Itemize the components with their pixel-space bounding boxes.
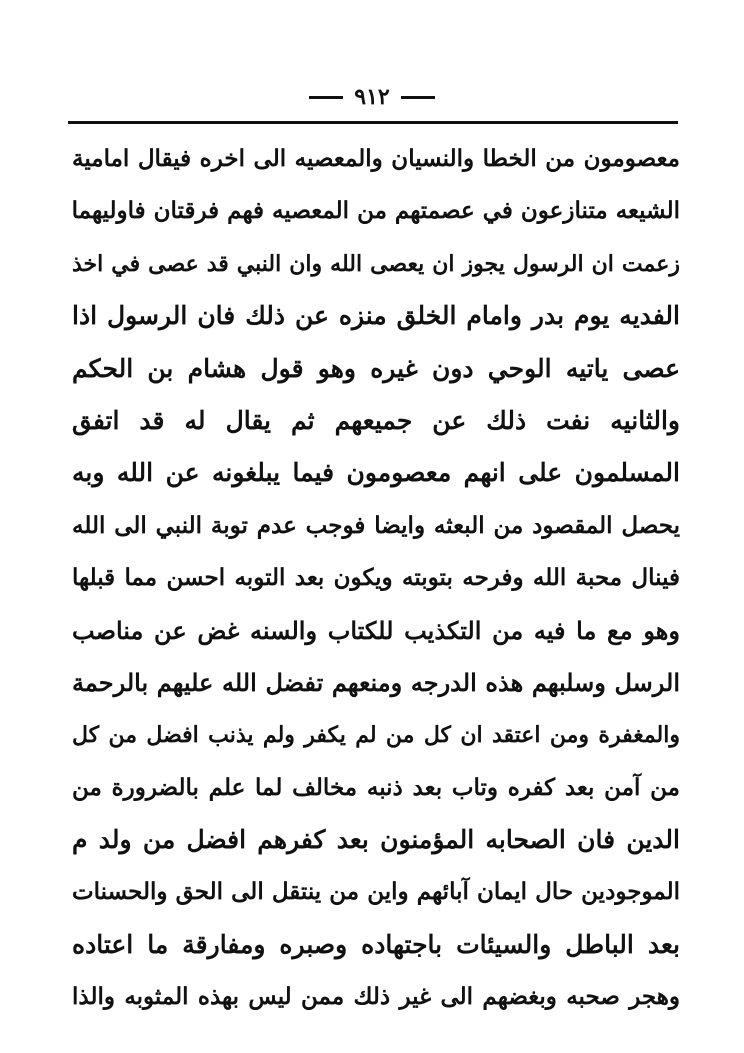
text-line-13: من آمن بعد كفره وتاب بعد ذنبه مخالف لما علم بالضرورة من [72, 773, 680, 801]
text-line-16: بعد الباطل والسيئات باجتهاده وصبره ومفارقة ما اعتاده [72, 929, 680, 959]
text-line-5: عصى ياتيه الوحي دون غيره وهو قول هشام بن الحكم [72, 353, 680, 383]
header-rule [68, 121, 678, 124]
text-line-7: المسلمون على انهم معصومون فيما يبلغونه عن الله وبه [72, 458, 680, 488]
text-line-1: معصومون من الخطا والنسيان والمعصيه الى اخره فيقال امامية [72, 145, 680, 172]
header-dash-right [309, 96, 343, 99]
text-line-12: والمغفرة ومن اعتقد ان كل من لم يكفر ولم يذنب افضل من كل [72, 722, 680, 749]
text-line-14: الدين فان الصحابه المؤمنون بعد كفرهم افضل من ولد م [72, 825, 680, 855]
text-line-11: الرسل وسلبهم هذه الدرجه ومنعهم تفضل الله عليهم بالرحمة [72, 667, 680, 697]
page-number: ٩١٢ [354, 84, 390, 110]
text-line-10: وهو مع ما فيه من التكذيب للكتاب والسنه غض عن مناصب [72, 615, 680, 645]
body-text [72, 133, 680, 1024]
text-line-4: الفديه يوم بدر وامام الخلق منزه عن ذلك فان الرسول اذا [72, 301, 680, 331]
text-line-9: فينال محبة الله وفرحه بتوبته ويكون بعد التوبه احسن مما قبلها [72, 564, 680, 592]
page-header [0, 84, 744, 114]
text-line-8: يحصل المقصود من البعثه وايضا فوجب عدم توبة النبي الى الله [72, 511, 680, 539]
text-line-17: وهجر صحبه وبغضهم الى غير ذلك ممن ليس بهذه المثوبه والذا [72, 983, 680, 1011]
text-line-15: الموجودين حال ايمان آبائهم واين من ينتقل الى الحق والحسنات [72, 878, 680, 906]
text-line-2: الشيعه متنازعون في عصمتهم من المعصيه فهم فرقتان فاوليهما [72, 197, 680, 225]
text-line-3: زعمت ان الرسول يجوز ان يعصى الله وان النبي قد عصى في اخذ [72, 250, 680, 277]
header-dash-left [401, 96, 435, 99]
text-line-6: والثانيه نفت ذلك عن جميعهم ثم يقال له قد اتفق [72, 405, 680, 435]
